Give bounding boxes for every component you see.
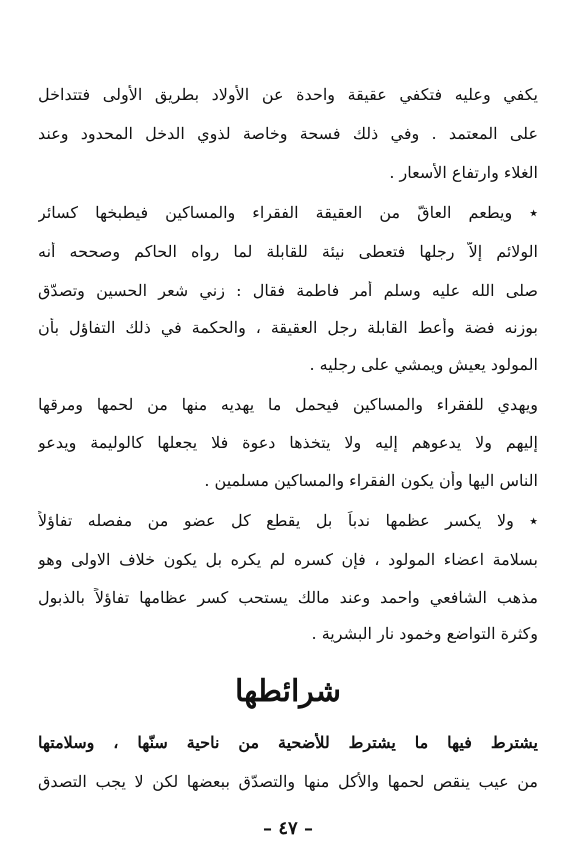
text-line: وكثرة التواضع وخمود نار البشرية . xyxy=(311,624,538,643)
text-line: الناس اليها وأن يكون الفقراء والمساكين مسلمين . xyxy=(204,471,538,490)
text-line: بوزنه فضة وأعط القابلة رجل العقيقة ، والحكمة في ذلك التفاؤل بأن xyxy=(38,318,538,337)
text-line: يكفي وعليه فتكفي عقيقة واحدة عن الأولاد بطريق الأولى فتتداخل xyxy=(38,85,538,104)
text-line: بسلامة اعضاء المولود ، فإن كسره لم يكره بل يكون خلاف الاولى وهو xyxy=(38,550,538,569)
page-number: – ٤٧ – xyxy=(263,818,313,839)
text-line: الولائم إلاّ رجلها فتعطى نيئة للقابلة لما رواه الحاكم وصححه أنه xyxy=(38,242,538,261)
text-line: صلى الله عليه وسلم أمر فاطمة فقال : زني شعر الحسين وتصدّق xyxy=(38,281,538,300)
text-line: على المعتمد . وفي ذلك فسحة وخاصة لذوي الدخل المحدود وعند xyxy=(38,124,538,143)
text-line: ٭ ولا يكسر عظمها ندباً بل يقطع كل عضو من مفصله تفاؤلاً xyxy=(38,511,538,530)
text-line: إليهم ولا يدعوهم إليه ولا يتخذها دعوة فلا يجعلها كالوليمة ويدعو xyxy=(38,433,538,452)
text-line: يشترط فيها ما يشترط للأضحية من ناحية سنّها ، وسلامتها xyxy=(38,733,538,752)
section-heading: شرائطها xyxy=(235,674,341,709)
text-line: من عيب ينقص لحمها والأكل منها والتصدّق ببعضها لكن لا يجب التصدق xyxy=(38,772,538,791)
text-line: ٭ ويطعم العاقّ من العقيقة الفقراء والمساكين فيطبخها كسائر xyxy=(38,203,538,222)
text-line: المولود يعيش ويمشي على رجليه . xyxy=(309,355,538,374)
text-line: الغلاء وارتفاع الأسعار . xyxy=(389,163,538,182)
text-line: ويهدي للفقراء والمساكين فيحمل ما يهديه منها من لحمها ومرقها xyxy=(38,395,538,414)
text-line: مذهب الشافعي واحمد وعند مالك يستحب كسر عظامها تفاؤلاً بالذبول xyxy=(38,588,538,607)
